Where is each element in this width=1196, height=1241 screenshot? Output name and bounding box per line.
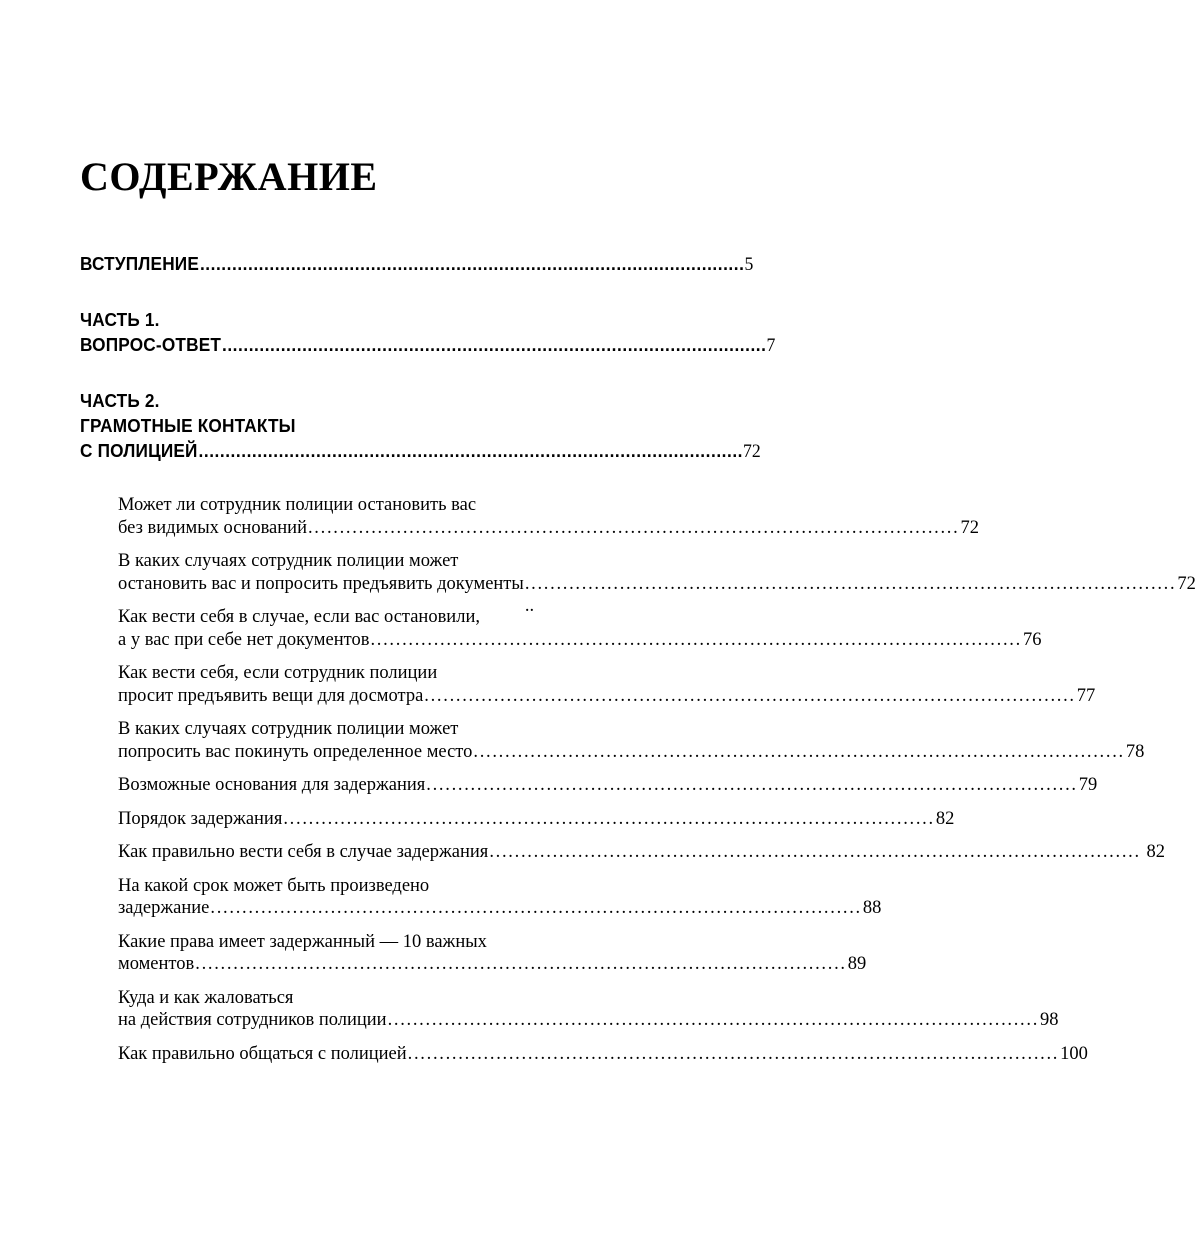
dot-leader [424, 685, 1075, 704]
dot-leader [283, 808, 934, 827]
dot-leader [426, 774, 1077, 793]
toc-entry-label-line: В каких случаях сотрудник полиции может [118, 719, 459, 739]
toc-entry-level2[interactable] [80, 718, 1145, 763]
toc-entry-page: 7 [766, 335, 776, 356]
toc-entry-level1[interactable] [80, 251, 754, 277]
toc-entry-page: 100 [1060, 1043, 1088, 1064]
toc-entry-level2[interactable] [80, 1043, 1088, 1066]
toc-entry-page: 72 [1177, 573, 1196, 594]
toc-entry-label-line: ЧАСТЬ 2. [80, 390, 160, 411]
dot-leader [408, 1043, 1059, 1062]
toc-entry-label-line: Как вести себя в случае, если вас остановили, [118, 607, 480, 627]
toc-entry-level1[interactable] [80, 307, 776, 358]
toc-entry-label: просит предъявить вещи для досмотра [118, 685, 424, 706]
toc-entry-row [118, 841, 1165, 864]
toc-entry-label: Возможные основания для задержания [118, 775, 426, 795]
toc-entry-page: 98 [1040, 1010, 1059, 1030]
toc-entry-page: 78 [1125, 741, 1145, 762]
toc-entry-page: 82 [935, 808, 955, 829]
toc-entry-label: Как правильно общаться с полицией [118, 1043, 407, 1064]
dot-leader [200, 251, 744, 270]
toc-entry-level2[interactable] [80, 841, 1165, 864]
toc-entry-row [118, 1009, 1059, 1032]
toc-entry-level2[interactable] [80, 875, 882, 920]
toc-entry-label-line: ЧАСТЬ 1. [80, 309, 160, 330]
toc-content [80, 154, 1196, 1065]
dot-leader [222, 332, 766, 351]
toc-entry-label: а у вас при себе нет документов [118, 629, 370, 650]
dot-leader [210, 897, 861, 916]
toc-entry-label: моментов [118, 954, 195, 974]
toc-entry-label: ВСТУПЛЕНИЕ [80, 253, 200, 274]
page-title: СОДЕРЖАНИЕ [80, 154, 378, 199]
toc-entry-page: 77 [1076, 685, 1096, 706]
toc-entry-page: 5 [744, 254, 754, 275]
dot-leader [195, 953, 846, 972]
toc-entry-row [118, 953, 867, 976]
toc-entry-label-line: Куда и как жаловаться [118, 987, 294, 1008]
toc-entry-label-line: ГРАМОТНЫЕ КОНТАКТЫ [80, 415, 296, 436]
toc-entry-row [80, 438, 761, 464]
toc-entry-label: без видимых оснований [118, 517, 307, 538]
toc-entry-page: 76 [1022, 629, 1042, 650]
toc-entry-page: 79 [1078, 775, 1098, 795]
dot-leader [199, 438, 743, 457]
toc-sublist [80, 494, 1196, 1065]
toc-entry-page: 88 [862, 898, 882, 918]
toc-entry-label: на действия сотрудников полиции [118, 1010, 387, 1030]
toc-entry-label: ВОПРОС-ОТВЕТ [80, 334, 222, 355]
toc-entry-level2[interactable] [80, 931, 867, 976]
toc-entry-row [118, 517, 979, 540]
toc-entry-level2[interactable] [80, 774, 1098, 797]
toc-entry-label-line: В каких случаях сотрудник полиции может [118, 551, 459, 571]
toc-entry-level2[interactable] [80, 987, 1059, 1032]
toc-entry-page: 72 [960, 517, 979, 538]
toc-entry-level2[interactable] [80, 662, 1096, 707]
toc-entry-row [80, 332, 776, 358]
toc-entry-row [118, 629, 1042, 652]
toc-entry-row [118, 1043, 1088, 1066]
toc-entry-row [118, 573, 1196, 616]
toc-entry-label: задержание [118, 898, 210, 918]
toc-entry-row [118, 808, 955, 831]
toc-entry-page: 72 [743, 441, 761, 462]
toc-entry-level2[interactable] [80, 494, 979, 539]
toc-entry-row [80, 251, 754, 277]
toc-entry-label: Как правильно вести себя в случае задержания [118, 842, 489, 862]
toc-entry-label-line: Может ли сотрудник полиции остановить вас [118, 495, 477, 515]
toc-entry-label-line: Какие права имеет задержанный — 10 важных [118, 931, 487, 952]
toc-entry-label-line: На какой срок может быть произведено [118, 875, 430, 896]
dot-leader [473, 741, 1124, 760]
toc-entry-page: 82 [1141, 842, 1165, 862]
toc-entry-level2[interactable] [80, 808, 955, 831]
toc-entry-label: С ПОЛИЦИЕЙ [80, 440, 198, 461]
toc-entry-level2[interactable] [80, 550, 1196, 616]
dot-leader [308, 517, 959, 536]
dot-leader [489, 841, 1140, 860]
toc-entry-level1[interactable] [80, 388, 761, 464]
toc-entry-row [118, 685, 1096, 708]
toc-entry-label-line: Как вести себя, если сотрудник полиции [118, 663, 438, 683]
toc-entry-row [118, 741, 1145, 764]
dot-leader [388, 1009, 1039, 1028]
dot-leader [370, 629, 1021, 648]
toc-entry-row [118, 897, 882, 920]
toc-entry-page: 89 [847, 954, 867, 974]
toc-entry-label: остановить вас и попросить предъявить документы [118, 573, 524, 594]
dot-leader [524, 573, 1176, 616]
toc-entry-row [118, 774, 1098, 797]
toc-entry-label: Порядок задержания [118, 808, 283, 829]
dot-leader-short: .. [524, 596, 535, 616]
toc-entry-label: попросить вас покинуть определенное место [118, 741, 473, 762]
